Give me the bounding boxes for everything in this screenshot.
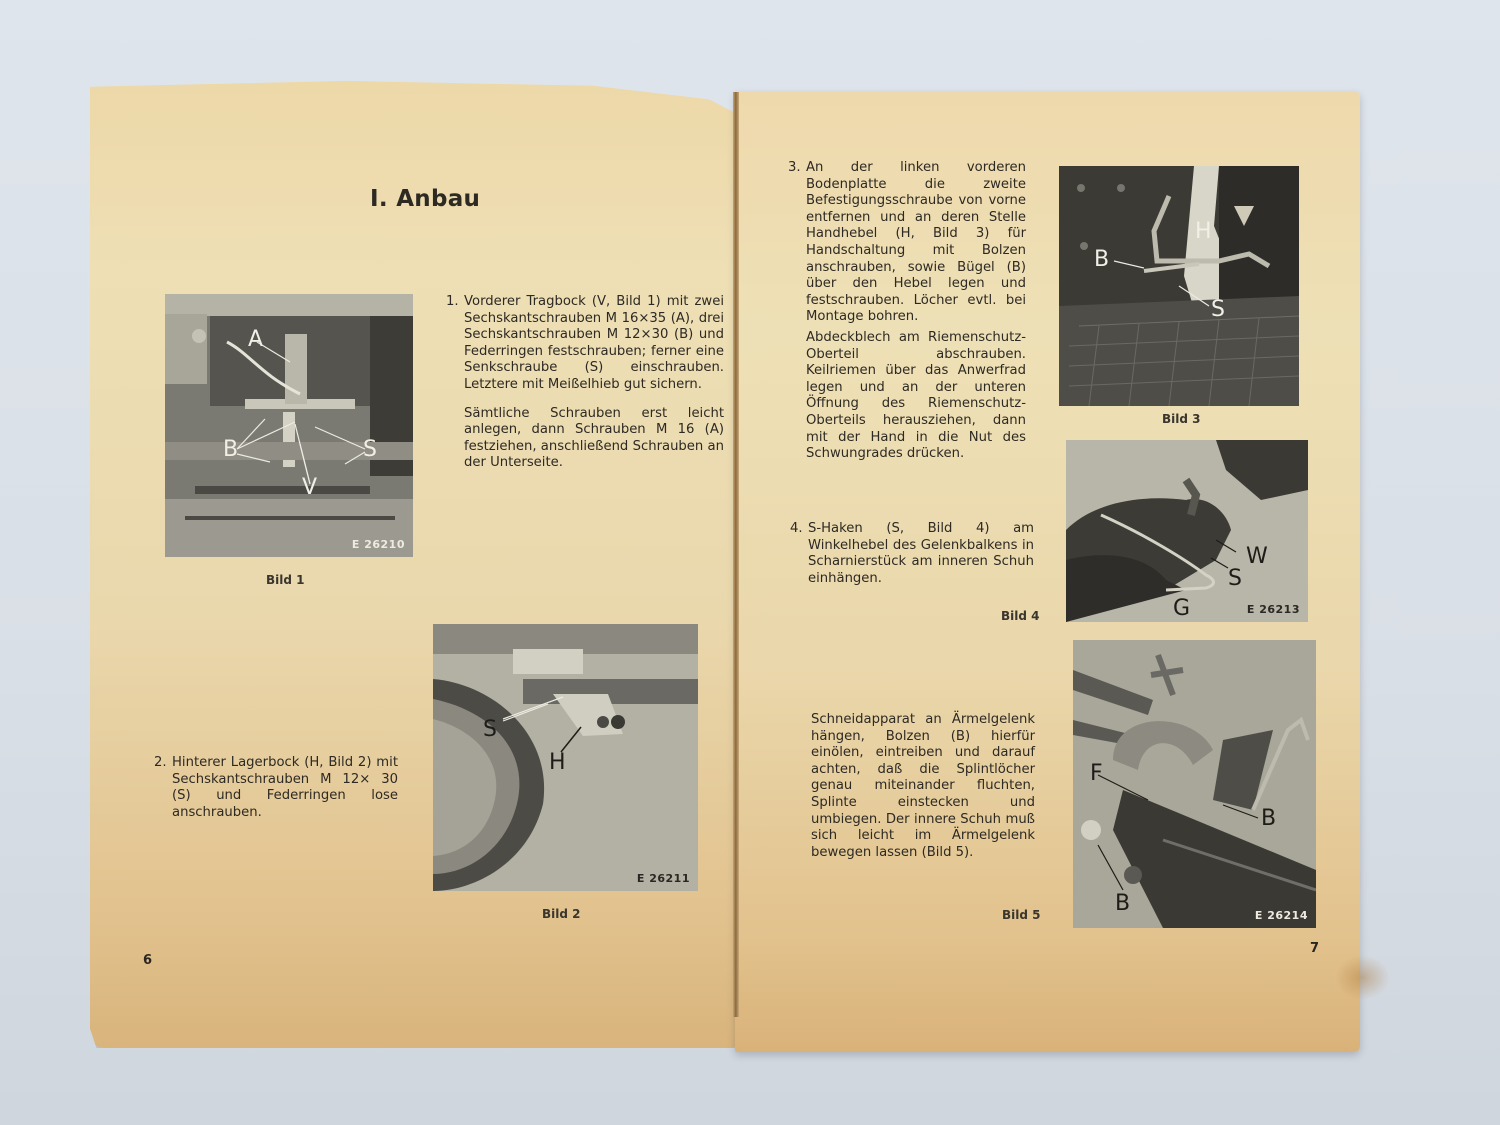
step-number: 3. [788,160,801,175]
hand-lever-illustration [1059,166,1299,406]
svg-text:W: W [1246,544,1268,569]
svg-text:G: G [1173,596,1191,621]
figure-bild-1-photo [165,294,413,557]
figure-caption-bild-1: Bild 1 [266,573,305,587]
svg-text:A: A [248,327,264,352]
figure-bild-3-photo [1059,166,1299,406]
svg-text:F: F [1090,761,1103,786]
step-4-paragraph: S-Haken (S, Bild 4) am Winkelhebel des Gelenkbalkens in Scharnierstück am inneren Schuh einhängen. [808,521,1034,586]
figure-code: E 26214 [1254,909,1308,922]
svg-text:H: H [1195,219,1212,244]
page-number-left: 6 [143,953,153,968]
rear-bracket-illustration [433,624,698,891]
svg-text:H: H [549,750,566,775]
step-4-text [790,521,1034,587]
svg-text:S: S [363,437,377,462]
svg-text:V: V [302,475,318,500]
figure-bild-5-photo [1073,640,1316,928]
s-hook-illustration [1066,440,1308,622]
svg-text:B: B [1261,806,1277,831]
figure-caption-bild-4: Bild 4 [1001,609,1040,623]
step-number: 2. [154,755,167,770]
figure-code: E 26210 [351,538,405,551]
step-1-paragraph-2: Sämtliche Schrauben erst leicht anlegen, dann Schrauben M 16 (A) festziehen, anschließend Schrauben an der Unterseite. [464,405,724,471]
step-2-paragraph: Hinterer Lagerbock (H, Bild 2) mit Sechskantschrauben M 12× 30 (S) und Federringen lose anschrauben. [172,755,398,820]
step-1-paragraph-1: Vorderer Tragbock (V, Bild 1) mit zwei Sechskantschrauben M 16×35 (A), drei Sechskantschrauben M 12×30 (B) und Federringen festschrauben; ferner eine Senkschraube (S) einschrauben. Letztere mit Meißelhieb gut sichern. [464,294,724,392]
cutter-bar-illustration [1073,640,1316,928]
figure-bild-4-photo [1066,440,1308,622]
left-page [90,78,735,1048]
step-3-paragraph-2: Abdeckblech am Riemenschutz-Oberteil abschrauben. Keilriemen über das Anwerfrad legen und an der unteren Öffnung des Riemenschutz-Oberteils herausziehen, dann mit der Hand in die Nut des Schwungrades drücken. [806,329,1026,462]
figure-bild-2-photo [433,624,698,891]
step-number: 4. [790,521,803,536]
svg-text:S: S [483,717,497,742]
book-spine-gutter [733,92,739,1017]
step-1-text [446,294,724,472]
svg-text:B: B [1094,247,1110,272]
figure-caption-bild-2: Bild 2 [542,907,581,921]
svg-text:S: S [1228,566,1242,591]
figure-code: E 26211 [636,872,690,885]
step-2-text [154,755,398,821]
figure-caption-bild-3: Bild 3 [1162,412,1201,426]
page-number-right: 7 [1310,941,1320,956]
paper-stain [1335,955,1390,1000]
step-number: 1. [446,294,459,309]
engine-mount-illustration [165,294,413,557]
section-title: I. Anbau [370,186,481,212]
step-3-paragraph-1: An der linken vorderen Bodenplatte die zweite Befestigungsschraube von vorne entfernen und an deren Stelle Handhebel (H, Bild 3) für Handschaltung mit Bolzen anschrauben, sowie Bügel (B) über den Hebel legen und festschrauben. Löcher evtl. bei Montage bohren. [806,160,1026,325]
figure-caption-bild-5: Bild 5 [1002,908,1041,922]
step-5-paragraph: Schneidapparat an Ärmelgelenk hängen, Bolzen (B) hierfür einölen, eintreiben und darauf achten, daß die Splintlöcher genau miteinander fluchten, Splinte einstecken und umbiegen. Der innere Schuh muß sich leicht im Ärmelgelenk bewegen lassen (Bild 5). [811,712,1035,860]
svg-text:B: B [223,437,239,462]
svg-text:S: S [1211,297,1225,322]
figure-code: E 26213 [1246,603,1300,616]
svg-text:B: B [1115,891,1131,916]
step-5-text [811,712,1035,861]
step-3-text [788,160,1026,463]
